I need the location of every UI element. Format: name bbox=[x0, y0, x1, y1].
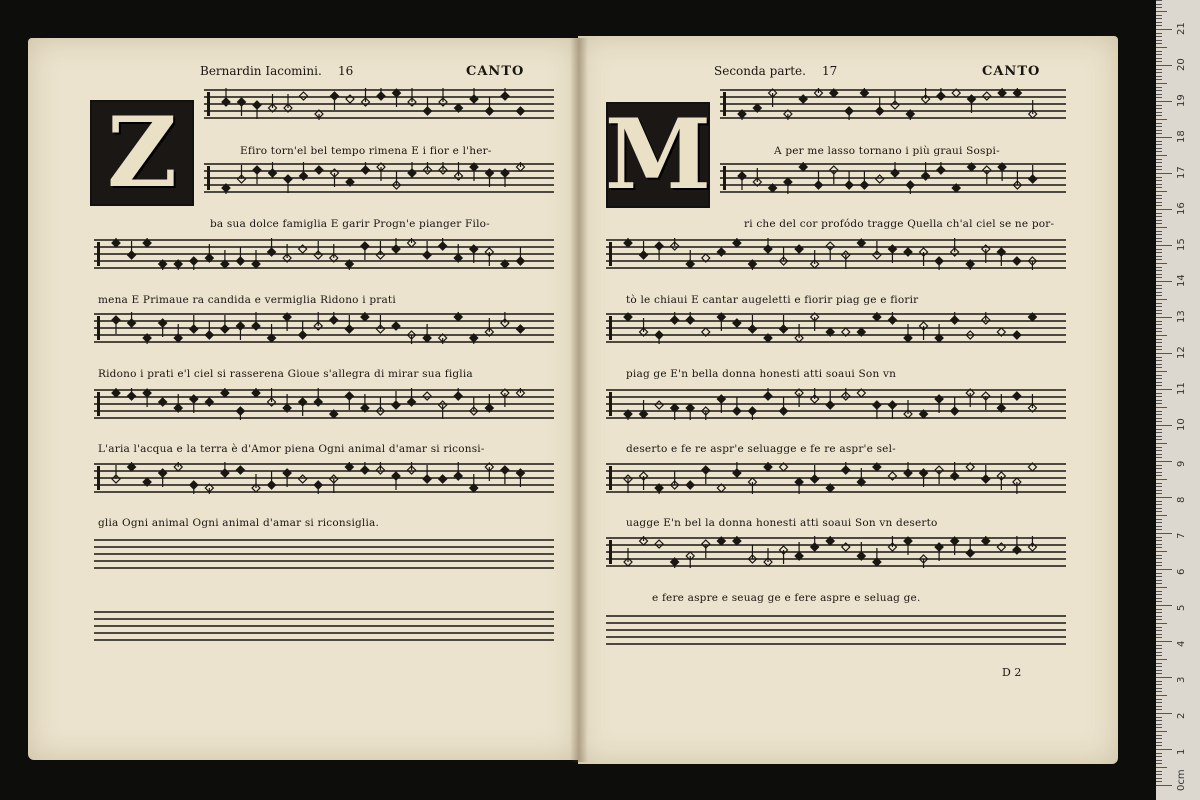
left-header-voice: CANTO bbox=[466, 64, 525, 79]
ruler-tick bbox=[1156, 637, 1162, 638]
ruler-tick bbox=[1156, 522, 1162, 523]
ruler-tick bbox=[1156, 277, 1162, 278]
ruler-tick bbox=[1156, 400, 1162, 401]
left-header-page-number: 16 bbox=[338, 64, 354, 78]
ruler-tick bbox=[1156, 630, 1162, 631]
ruler-tick bbox=[1156, 133, 1162, 134]
lyric-line: ba sua dolce famiglia E garir Progn'e pianger Filo- bbox=[210, 218, 490, 230]
ruler-tick bbox=[1156, 58, 1162, 59]
ruler-tick bbox=[1156, 324, 1162, 325]
book-gutter bbox=[570, 38, 588, 762]
ruler-tick bbox=[1156, 508, 1162, 509]
ruler-tick bbox=[1156, 493, 1162, 494]
ruler-tick bbox=[1156, 663, 1162, 664]
ruler-tick bbox=[1156, 605, 1172, 606]
ruler-tick bbox=[1156, 346, 1162, 347]
ruler-tick bbox=[1156, 760, 1162, 761]
ruler-tick bbox=[1156, 79, 1162, 80]
ruler-tick bbox=[1156, 371, 1167, 372]
ruler-tick bbox=[1156, 151, 1162, 152]
ruler-tick bbox=[1156, 540, 1162, 541]
ruler-tick bbox=[1156, 51, 1162, 52]
ruler-tick bbox=[1156, 537, 1162, 538]
ruler-tick bbox=[1156, 396, 1162, 397]
ruler-tick bbox=[1156, 576, 1162, 577]
ruler-tick bbox=[1156, 447, 1162, 448]
ruler-tick bbox=[1156, 209, 1172, 210]
ruler-label: 2 bbox=[1176, 712, 1187, 719]
ruler-tick bbox=[1156, 115, 1162, 116]
ruler-tick bbox=[1156, 292, 1162, 293]
ruler-tick bbox=[1156, 187, 1162, 188]
ruler-tick bbox=[1156, 465, 1162, 466]
ruler-tick bbox=[1156, 418, 1162, 419]
left-header-composer: Bernardin Iacomini. bbox=[200, 64, 322, 78]
music-staff bbox=[94, 610, 554, 642]
ruler-tick bbox=[1156, 454, 1162, 455]
ruler-label: 8 bbox=[1176, 496, 1187, 503]
ruler-tick bbox=[1156, 33, 1162, 34]
ruler-tick bbox=[1156, 727, 1162, 728]
ruler-tick bbox=[1156, 634, 1162, 635]
ruler-tick bbox=[1156, 169, 1162, 170]
ruler-tick bbox=[1156, 778, 1162, 779]
ruler-tick bbox=[1156, 90, 1162, 91]
right-header-voice: CANTO bbox=[982, 64, 1041, 79]
ruler-tick bbox=[1156, 61, 1162, 62]
ruler-tick bbox=[1156, 141, 1162, 142]
ruler-tick bbox=[1156, 18, 1162, 19]
ruler-tick bbox=[1156, 547, 1162, 548]
ruler-tick bbox=[1156, 220, 1162, 221]
ruler-tick bbox=[1156, 155, 1167, 156]
lyric-line: uagge E'n bel la donna honesti atti soaui Son vn deserto bbox=[626, 517, 938, 529]
music-staff bbox=[606, 614, 1066, 646]
ruler-tick bbox=[1156, 137, 1172, 138]
right-header-page-number: 17 bbox=[822, 64, 838, 78]
ruler-tick bbox=[1156, 213, 1162, 214]
ruler-tick bbox=[1156, 691, 1162, 692]
ruler-tick bbox=[1156, 497, 1172, 498]
music-staff bbox=[606, 388, 1066, 420]
ruler-tick bbox=[1156, 231, 1162, 232]
ruler-tick bbox=[1156, 403, 1162, 404]
ruler-tick bbox=[1156, 425, 1172, 426]
ruler-tick bbox=[1156, 353, 1172, 354]
ruler-tick bbox=[1156, 166, 1162, 167]
ruler-tick bbox=[1156, 295, 1162, 296]
lyric-line: deserto e fe re aspr'e seluagge e fe re aspr'e sel- bbox=[626, 443, 896, 455]
ruler-tick bbox=[1156, 429, 1162, 430]
ruler-tick bbox=[1156, 695, 1167, 696]
music-staff bbox=[204, 88, 554, 120]
ruler-tick bbox=[1156, 54, 1162, 55]
ruler-tick bbox=[1156, 313, 1162, 314]
ruler-tick bbox=[1156, 565, 1162, 566]
ruler-tick bbox=[1156, 328, 1162, 329]
ruler-tick bbox=[1156, 252, 1162, 253]
ruler-tick bbox=[1156, 385, 1162, 386]
ruler-tick bbox=[1156, 774, 1162, 775]
ruler-tick bbox=[1156, 15, 1162, 16]
ruler-tick bbox=[1156, 342, 1162, 343]
ruler-tick bbox=[1156, 558, 1162, 559]
ruler-tick bbox=[1156, 594, 1162, 595]
ruler-tick bbox=[1156, 310, 1162, 311]
ruler-tick bbox=[1156, 735, 1162, 736]
ruler-tick bbox=[1156, 285, 1162, 286]
ruler-tick bbox=[1156, 720, 1162, 721]
lyric-line: tò le chiaui E cantar augeletti e fiorir piag ge e fiorir bbox=[626, 294, 919, 306]
ruler-tick bbox=[1156, 551, 1167, 552]
ruler-tick bbox=[1156, 69, 1162, 70]
ruler-tick bbox=[1156, 267, 1162, 268]
ruler-tick bbox=[1156, 259, 1162, 260]
ruler-tick bbox=[1156, 580, 1162, 581]
ruler-tick bbox=[1156, 781, 1162, 782]
music-staff bbox=[204, 162, 554, 194]
music-staff bbox=[606, 238, 1066, 270]
ruler-tick bbox=[1156, 655, 1162, 656]
ruler-tick bbox=[1156, 742, 1162, 743]
ruler-tick bbox=[1156, 526, 1162, 527]
ruler-tick bbox=[1156, 393, 1162, 394]
ruler-tick bbox=[1156, 738, 1162, 739]
ruler-tick bbox=[1156, 648, 1162, 649]
ruler-tick bbox=[1156, 367, 1162, 368]
ruler-tick bbox=[1156, 515, 1167, 516]
ruler-tick bbox=[1156, 349, 1162, 350]
ruler-tick bbox=[1156, 677, 1172, 678]
ruler-tick bbox=[1156, 407, 1167, 408]
ruler-tick bbox=[1156, 299, 1167, 300]
ruler-tick bbox=[1156, 47, 1167, 48]
ruler-tick bbox=[1156, 436, 1162, 437]
ruler-tick bbox=[1156, 29, 1172, 30]
ruler-tick bbox=[1156, 195, 1162, 196]
lyric-line: e fere aspre e seuag ge e fere aspre e seluag ge. bbox=[652, 592, 921, 604]
ruler-tick bbox=[1156, 7, 1162, 8]
ruler-tick bbox=[1156, 202, 1162, 203]
ruler-tick bbox=[1156, 87, 1162, 88]
ruler-tick bbox=[1156, 105, 1162, 106]
ruler-tick bbox=[1156, 364, 1162, 365]
ruler-tick bbox=[1156, 389, 1172, 390]
ruler-label: 11 bbox=[1176, 382, 1187, 395]
ruler-tick bbox=[1156, 609, 1162, 610]
ruler-tick bbox=[1156, 126, 1162, 127]
ruler-tick bbox=[1156, 724, 1162, 725]
ruler-tick bbox=[1156, 659, 1167, 660]
music-staff bbox=[94, 538, 554, 570]
ruler-label: 7 bbox=[1176, 532, 1187, 539]
ruler-tick bbox=[1156, 767, 1167, 768]
measuring-ruler bbox=[1156, 0, 1200, 800]
ruler-tick bbox=[1156, 569, 1172, 570]
ruler-tick bbox=[1156, 159, 1162, 160]
ruler-tick bbox=[1156, 11, 1167, 12]
ruler-tick bbox=[1156, 479, 1167, 480]
ruler-label: 6 bbox=[1176, 568, 1187, 575]
ruler-tick bbox=[1156, 0, 1162, 1]
ruler-tick bbox=[1156, 501, 1162, 502]
ruler-tick bbox=[1156, 306, 1162, 307]
lyric-line: L'aria l'acqua e la terra è d'Amor piena Ogni animal d'amar si riconsi- bbox=[98, 443, 485, 455]
ruler-tick bbox=[1156, 583, 1162, 584]
ruler-tick bbox=[1156, 177, 1162, 178]
ruler-tick bbox=[1156, 688, 1162, 689]
ruler-tick bbox=[1156, 223, 1162, 224]
lyric-line: piag ge E'n bella donna honesti atti soaui Son vn bbox=[626, 368, 897, 380]
ruler-tick bbox=[1156, 241, 1162, 242]
ruler-tick bbox=[1156, 450, 1162, 451]
ruler-tick bbox=[1156, 443, 1167, 444]
ruler-tick bbox=[1156, 432, 1162, 433]
ruler-tick bbox=[1156, 238, 1162, 239]
ruler-tick bbox=[1156, 414, 1162, 415]
ruler-tick bbox=[1156, 587, 1167, 588]
ruler-label: 5 bbox=[1176, 604, 1187, 611]
ruler-tick bbox=[1156, 357, 1162, 358]
ruler-tick bbox=[1156, 36, 1162, 37]
ruler-tick bbox=[1156, 191, 1167, 192]
ruler-tick bbox=[1156, 562, 1162, 563]
ruler-tick bbox=[1156, 533, 1172, 534]
ruler-tick bbox=[1156, 180, 1162, 181]
ruler-tick bbox=[1156, 148, 1162, 149]
ruler-tick bbox=[1156, 706, 1162, 707]
music-staff bbox=[94, 462, 554, 494]
ruler-tick bbox=[1156, 119, 1167, 120]
music-staff bbox=[606, 462, 1066, 494]
ruler-label: 15 bbox=[1176, 238, 1187, 251]
ruler-tick bbox=[1156, 771, 1162, 772]
ruler-tick bbox=[1156, 234, 1162, 235]
ruler-tick bbox=[1156, 601, 1162, 602]
ruler-tick bbox=[1156, 382, 1162, 383]
ruler-tick bbox=[1156, 504, 1162, 505]
ruler-tick bbox=[1156, 490, 1162, 491]
ruler-tick bbox=[1156, 511, 1162, 512]
ruler-tick bbox=[1156, 101, 1172, 102]
ruler-tick bbox=[1156, 375, 1162, 376]
ruler-tick bbox=[1156, 573, 1162, 574]
lyric-line: mena E Primaue ra candida e vermiglia Ridono i prati bbox=[98, 294, 396, 306]
ruler-tick bbox=[1156, 321, 1162, 322]
ruler-label: 14 bbox=[1176, 274, 1187, 287]
ruler-tick bbox=[1156, 205, 1162, 206]
ruler-tick bbox=[1156, 544, 1162, 545]
ruler-tick bbox=[1156, 555, 1162, 556]
ruler-tick bbox=[1156, 22, 1162, 23]
music-staff bbox=[94, 238, 554, 270]
ruler-tick bbox=[1156, 472, 1162, 473]
ruler-tick bbox=[1156, 123, 1162, 124]
ruler-label: 17 bbox=[1176, 166, 1187, 179]
ruler-tick bbox=[1156, 627, 1162, 628]
ruler-tick bbox=[1156, 184, 1162, 185]
ruler-tick bbox=[1156, 763, 1162, 764]
ruler-tick bbox=[1156, 65, 1172, 66]
ruler-label: 21 bbox=[1176, 22, 1187, 35]
lyric-line: Ridono i prati e'l ciel si rasserena Gioue s'allegra di mirar sua figlia bbox=[98, 368, 473, 380]
ruler-tick bbox=[1156, 684, 1162, 685]
ruler-tick bbox=[1156, 72, 1162, 73]
ruler-tick bbox=[1156, 641, 1172, 642]
ruler-tick bbox=[1156, 645, 1162, 646]
ruler-label: 19 bbox=[1176, 94, 1187, 107]
music-staff bbox=[94, 312, 554, 344]
ruler-tick bbox=[1156, 281, 1172, 282]
ruler-tick bbox=[1156, 303, 1162, 304]
ruler-tick bbox=[1156, 76, 1162, 77]
music-staff bbox=[720, 88, 1066, 120]
ruler-label: 4 bbox=[1176, 640, 1187, 647]
ruler-tick bbox=[1156, 378, 1162, 379]
ruler-tick bbox=[1156, 699, 1162, 700]
ruler-tick bbox=[1156, 623, 1167, 624]
ruler-tick bbox=[1156, 256, 1162, 257]
ruler-tick bbox=[1156, 198, 1162, 199]
ruler-tick bbox=[1156, 591, 1162, 592]
ruler-tick bbox=[1156, 519, 1162, 520]
signature-mark: D 2 bbox=[1002, 666, 1022, 679]
ruler-tick bbox=[1156, 227, 1167, 228]
music-staff bbox=[720, 162, 1066, 194]
ruler-tick bbox=[1156, 468, 1162, 469]
ruler-label: 3 bbox=[1176, 676, 1187, 683]
ruler-tick bbox=[1156, 652, 1162, 653]
ruler-tick bbox=[1156, 457, 1162, 458]
right-header-section: Seconda parte. bbox=[714, 64, 806, 78]
ruler-tick bbox=[1156, 83, 1167, 84]
ruler-tick bbox=[1156, 702, 1162, 703]
lyric-line: ri che del cor profódo tragge Quella ch'al ciel se ne por- bbox=[744, 218, 1055, 230]
ruler-label: 9 bbox=[1176, 460, 1187, 467]
ruler-tick bbox=[1156, 40, 1162, 41]
ruler-tick bbox=[1156, 4, 1162, 5]
ruler-tick bbox=[1156, 753, 1162, 754]
ruler-tick bbox=[1156, 43, 1162, 44]
ruler-tick bbox=[1156, 335, 1167, 336]
ruler-tick bbox=[1156, 666, 1162, 667]
ruler-tick bbox=[1156, 483, 1162, 484]
ruler-tick bbox=[1156, 673, 1162, 674]
music-staff bbox=[606, 312, 1066, 344]
ruler-tick bbox=[1156, 529, 1162, 530]
ruler-tick bbox=[1156, 717, 1162, 718]
lyric-line: Efiro torn'el bel tempo rimena E i fior e l'her- bbox=[240, 145, 492, 157]
music-staff bbox=[606, 536, 1066, 568]
ruler-tick bbox=[1156, 173, 1172, 174]
ruler-tick bbox=[1156, 670, 1162, 671]
ruler-tick bbox=[1156, 421, 1162, 422]
ruler-tick bbox=[1156, 97, 1162, 98]
ruler-tick bbox=[1156, 681, 1162, 682]
music-staff bbox=[94, 388, 554, 420]
ruler-tick bbox=[1156, 749, 1172, 750]
ruler-tick bbox=[1156, 249, 1162, 250]
ruler-label: 20 bbox=[1176, 58, 1187, 71]
ruler-label: 12 bbox=[1176, 346, 1187, 359]
ruler-tick bbox=[1156, 317, 1172, 318]
ruler-tick bbox=[1156, 25, 1162, 26]
ruler-tick bbox=[1156, 360, 1162, 361]
ruler-tick bbox=[1156, 245, 1172, 246]
lyric-line: A per me lasso tornano i più graui Sospi- bbox=[774, 145, 1000, 157]
ruler-tick bbox=[1156, 709, 1162, 710]
ruler-tick bbox=[1156, 331, 1162, 332]
ruler-label: 16 bbox=[1176, 202, 1187, 215]
ruler-tick bbox=[1156, 144, 1162, 145]
ruler-tick bbox=[1156, 461, 1172, 462]
ruler-tick bbox=[1156, 274, 1162, 275]
ruler-tick bbox=[1156, 731, 1167, 732]
ruler-tick bbox=[1156, 756, 1162, 757]
ruler-tick bbox=[1156, 713, 1172, 714]
ruler-tick bbox=[1156, 94, 1162, 95]
ruler-label: 10 bbox=[1176, 418, 1187, 431]
ruler-tick bbox=[1156, 598, 1162, 599]
ruler-tick bbox=[1156, 130, 1162, 131]
ruler-label: 13 bbox=[1176, 310, 1187, 323]
ruler-tick bbox=[1156, 112, 1162, 113]
decorated-initial-z: Z bbox=[90, 100, 194, 206]
ruler-tick bbox=[1156, 339, 1162, 340]
lyric-line: glia Ogni animal Ogni animal d'amar si riconsiglia. bbox=[98, 517, 380, 529]
ruler-tick bbox=[1156, 263, 1167, 264]
ruler-tick bbox=[1156, 439, 1162, 440]
ruler-tick bbox=[1156, 612, 1162, 613]
ruler-tick bbox=[1156, 745, 1162, 746]
ruler-label: 18 bbox=[1176, 130, 1187, 143]
ruler-tick bbox=[1156, 162, 1162, 163]
ruler-tick bbox=[1156, 270, 1162, 271]
ruler-label: 1 bbox=[1176, 748, 1187, 755]
ruler-tick bbox=[1156, 616, 1162, 617]
ruler-tick bbox=[1156, 785, 1172, 786]
ruler-tick bbox=[1156, 619, 1162, 620]
ruler-tick bbox=[1156, 108, 1162, 109]
decorated-initial-m: M bbox=[604, 98, 712, 211]
ruler-tick bbox=[1156, 288, 1162, 289]
ruler-tick bbox=[1156, 475, 1162, 476]
ruler-tick bbox=[1156, 216, 1162, 217]
ruler-tick bbox=[1156, 486, 1162, 487]
ruler-label: 0cm bbox=[1176, 769, 1187, 791]
ruler-tick bbox=[1156, 411, 1162, 412]
